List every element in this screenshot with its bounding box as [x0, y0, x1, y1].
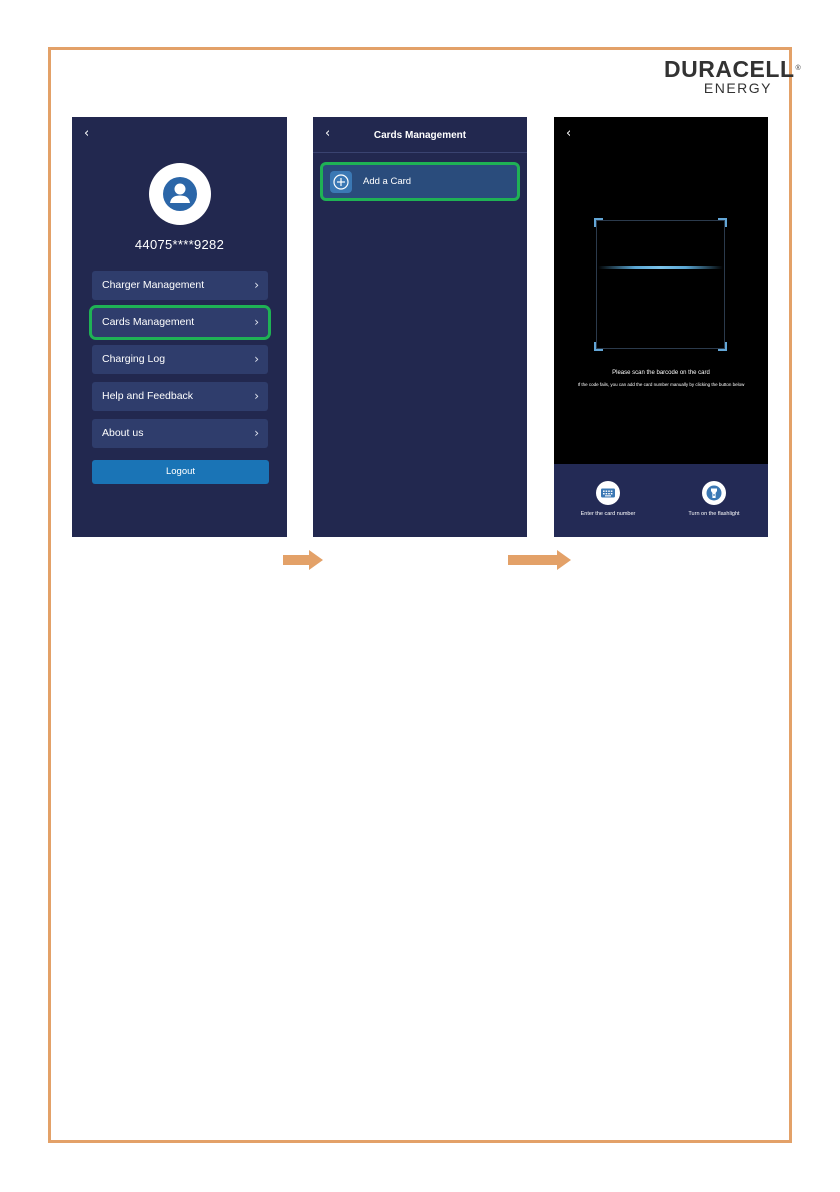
registered-mark: ® — [795, 65, 802, 72]
scan-instruction: Please scan the barcode on the card — [612, 370, 710, 376]
screen-title: Cards Management — [373, 130, 467, 141]
plus-circle-icon — [330, 171, 352, 193]
flashlight-glyph — [706, 485, 722, 501]
scan-actions-bar — [554, 464, 768, 537]
menu-item-about-us[interactable] — [92, 419, 268, 448]
menu-item-charging-log[interactable] — [92, 345, 268, 374]
back-icon[interactable]: ‹ — [566, 126, 572, 141]
scan-area — [596, 220, 725, 349]
avatar — [149, 163, 211, 225]
profile-screen — [72, 117, 287, 537]
arrow-right-icon — [283, 550, 323, 570]
brand-subtitle: ENERGY — [703, 80, 772, 96]
barcode-scan-screen — [554, 117, 768, 537]
arrow-right-icon — [508, 550, 571, 570]
back-icon[interactable]: ‹ — [84, 126, 90, 141]
menu-item-label: Cards Management — [102, 316, 195, 328]
scan-hint: If the code fails, you can add the card number manually by clicking the button below — [577, 382, 745, 387]
menu-item-help-and-feedback[interactable] — [92, 382, 268, 411]
flashlight-button[interactable] — [664, 481, 764, 517]
chevron-right-icon: › — [254, 278, 259, 292]
profile-menu — [92, 271, 268, 456]
viewfinder-corner — [594, 342, 603, 351]
menu-item-label: Charging Log — [102, 353, 166, 365]
logout-button[interactable]: Logout — [92, 460, 269, 484]
chevron-right-icon: › — [254, 389, 259, 403]
scan-line — [598, 266, 723, 269]
menu-item-label: About us — [102, 427, 144, 439]
viewfinder-corner — [718, 218, 727, 227]
viewfinder-corner — [718, 342, 727, 351]
menu-item-charger-management[interactable] — [92, 271, 268, 300]
chevron-right-icon: › — [254, 352, 259, 366]
viewfinder-corner — [594, 218, 603, 227]
enter-card-number-label: Enter the card number — [580, 511, 636, 517]
brand-name-text: DURACELL — [664, 56, 795, 82]
flashlight-icon — [702, 481, 726, 505]
back-icon[interactable]: ‹ — [325, 126, 331, 141]
enter-card-number-button[interactable] — [558, 481, 658, 517]
account-phone-number: 44075****9282 — [134, 237, 225, 252]
add-card-label: Add a Card — [363, 176, 412, 187]
scan-viewfinder — [594, 218, 727, 351]
chevron-right-icon: › — [254, 315, 259, 329]
keyboard-glyph — [600, 485, 616, 501]
menu-item-label: Charger Management — [102, 279, 205, 291]
brand-name — [664, 56, 802, 82]
flashlight-label: Turn on the flashlight — [688, 511, 740, 517]
duracell-energy-logo — [664, 56, 802, 96]
menu-item-cards-management[interactable] — [92, 308, 268, 337]
add-card-button[interactable] — [320, 162, 520, 201]
menu-item-label: Help and Feedback — [102, 390, 194, 402]
user-avatar-icon — [162, 176, 198, 212]
cards-management-screen — [313, 117, 527, 537]
chevron-right-icon: › — [254, 426, 259, 440]
plus-circle-glyph — [333, 174, 349, 190]
top-bar — [313, 117, 527, 153]
keyboard-icon — [596, 481, 620, 505]
